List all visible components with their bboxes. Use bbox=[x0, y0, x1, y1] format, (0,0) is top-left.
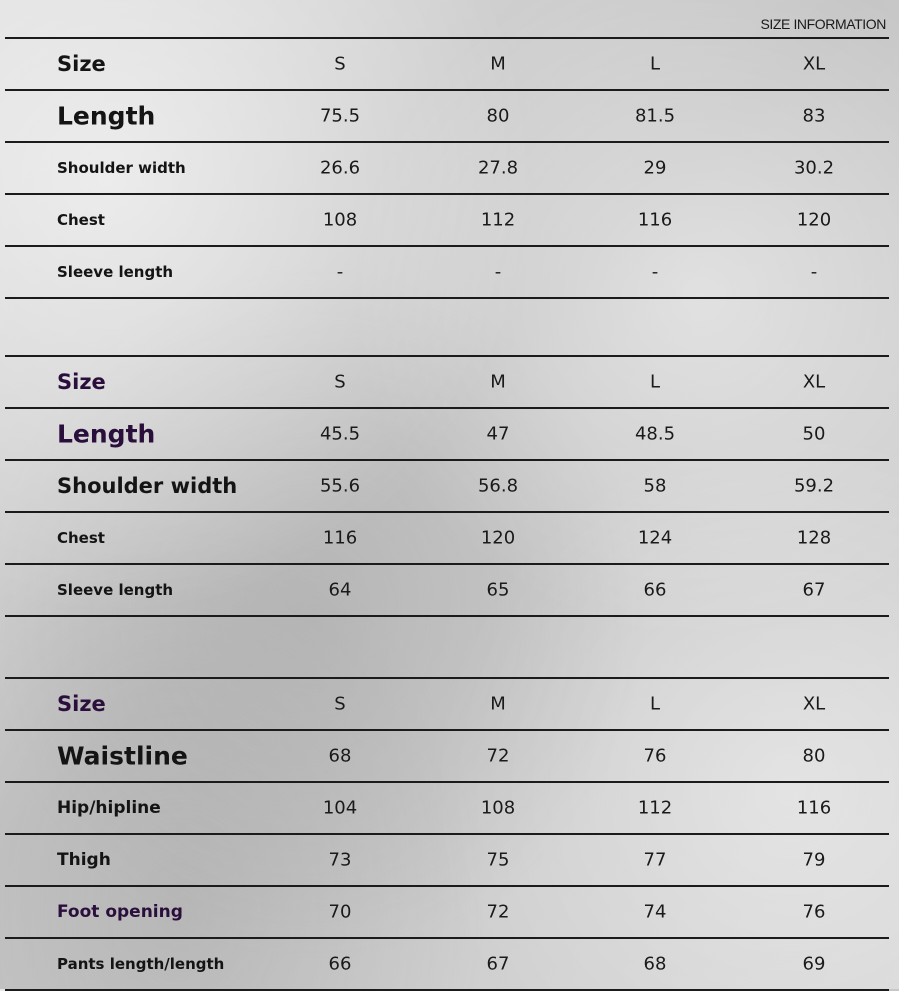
table-cell: - bbox=[494, 261, 502, 283]
table-cell: 68 bbox=[328, 745, 352, 767]
table-row bbox=[5, 513, 889, 565]
table-cell: 69 bbox=[802, 953, 826, 975]
table-cell: 70 bbox=[328, 901, 352, 923]
table-cell: 67 bbox=[802, 579, 826, 601]
table-row bbox=[5, 91, 889, 143]
table-cell: XL bbox=[802, 371, 826, 393]
table-cell: 116 bbox=[322, 527, 358, 549]
table-cell: 120 bbox=[796, 209, 832, 231]
table-cell: XL bbox=[802, 693, 826, 715]
table-cell: 76 bbox=[802, 901, 826, 923]
table-row bbox=[5, 195, 889, 247]
table-cell: 108 bbox=[322, 209, 358, 231]
table-cell: - bbox=[810, 261, 818, 283]
table-cell: L bbox=[649, 693, 661, 715]
table-cell: M bbox=[490, 693, 506, 715]
table-cell: 72 bbox=[486, 745, 510, 767]
table-cell: - bbox=[336, 261, 344, 283]
table-cell: M bbox=[490, 53, 506, 75]
table-row bbox=[5, 247, 889, 299]
table-row bbox=[5, 37, 889, 91]
table-cell: 83 bbox=[802, 105, 826, 127]
table-row bbox=[5, 939, 889, 991]
size-information-heading: SIZE INFORMATION bbox=[760, 16, 886, 32]
row-label: Length bbox=[57, 419, 156, 449]
table-cell: 26.6 bbox=[319, 157, 361, 179]
table-cell: 64 bbox=[328, 579, 352, 601]
table-cell: 74 bbox=[643, 901, 667, 923]
row-label: Thigh bbox=[57, 850, 111, 870]
table-cell: 104 bbox=[322, 797, 358, 819]
table-cell: L bbox=[649, 53, 661, 75]
size-table-middle bbox=[5, 355, 889, 617]
row-label: Sleeve length bbox=[57, 581, 174, 599]
row-label: Size bbox=[57, 692, 106, 716]
size-table-top bbox=[5, 37, 889, 299]
table-cell: S bbox=[334, 53, 346, 75]
table-row bbox=[5, 461, 889, 513]
table-row bbox=[5, 355, 889, 409]
table-cell: 80 bbox=[486, 105, 510, 127]
table-row bbox=[5, 835, 889, 887]
table-cell: 80 bbox=[802, 745, 826, 767]
row-label: Shoulder width bbox=[57, 159, 186, 177]
row-label: Size bbox=[57, 370, 106, 394]
table-cell: 29 bbox=[643, 157, 667, 179]
row-label: Chest bbox=[57, 211, 105, 229]
table-cell: 56.8 bbox=[477, 475, 519, 497]
table-cell: 66 bbox=[328, 953, 352, 975]
table-row bbox=[5, 143, 889, 195]
table-cell: XL bbox=[802, 53, 826, 75]
table-row bbox=[5, 409, 889, 461]
table-cell: 30.2 bbox=[793, 157, 835, 179]
table-cell: 66 bbox=[643, 579, 667, 601]
table-cell: 128 bbox=[796, 527, 832, 549]
table-cell: 112 bbox=[480, 209, 516, 231]
table-cell: S bbox=[334, 693, 346, 715]
table-cell: 65 bbox=[486, 579, 510, 601]
table-cell: 47 bbox=[486, 423, 510, 445]
table-cell: S bbox=[334, 371, 346, 393]
row-label: Shoulder width bbox=[57, 474, 238, 498]
table-cell: 75 bbox=[486, 849, 510, 871]
table-cell: 68 bbox=[643, 953, 667, 975]
table-cell: 27.8 bbox=[477, 157, 519, 179]
table-row bbox=[5, 565, 889, 617]
table-cell: 76 bbox=[643, 745, 667, 767]
table-cell: 55.6 bbox=[319, 475, 361, 497]
table-cell: 73 bbox=[328, 849, 352, 871]
table-row bbox=[5, 731, 889, 783]
size-table-bottom bbox=[5, 677, 889, 991]
table-row bbox=[5, 887, 889, 939]
table-cell: - bbox=[651, 261, 659, 283]
table-row bbox=[5, 783, 889, 835]
table-cell: 59.2 bbox=[793, 475, 835, 497]
table-cell: 72 bbox=[486, 901, 510, 923]
table-cell: 67 bbox=[486, 953, 510, 975]
table-cell: 75.5 bbox=[319, 105, 361, 127]
table-cell: 120 bbox=[480, 527, 516, 549]
table-cell: 79 bbox=[802, 849, 826, 871]
row-label: Pants length/length bbox=[57, 955, 225, 973]
table-cell: 77 bbox=[643, 849, 667, 871]
table-cell: 81.5 bbox=[634, 105, 676, 127]
table-cell: 108 bbox=[480, 797, 516, 819]
row-label: Foot opening bbox=[57, 902, 183, 922]
table-cell: 48.5 bbox=[634, 423, 676, 445]
table-cell: 45.5 bbox=[319, 423, 361, 445]
table-cell: 124 bbox=[637, 527, 673, 549]
row-label: Sleeve length bbox=[57, 263, 174, 281]
table-cell: 50 bbox=[802, 423, 826, 445]
table-cell: L bbox=[649, 371, 661, 393]
row-label: Waistline bbox=[57, 741, 188, 771]
table-row bbox=[5, 677, 889, 731]
table-cell: 58 bbox=[643, 475, 667, 497]
row-label: Size bbox=[57, 52, 106, 76]
row-label: Hip/hipline bbox=[57, 798, 161, 818]
table-cell: M bbox=[490, 371, 506, 393]
table-cell: 116 bbox=[796, 797, 832, 819]
table-cell: 116 bbox=[637, 209, 673, 231]
table-cell: 112 bbox=[637, 797, 673, 819]
row-label: Chest bbox=[57, 529, 105, 547]
row-label: Length bbox=[57, 101, 156, 131]
